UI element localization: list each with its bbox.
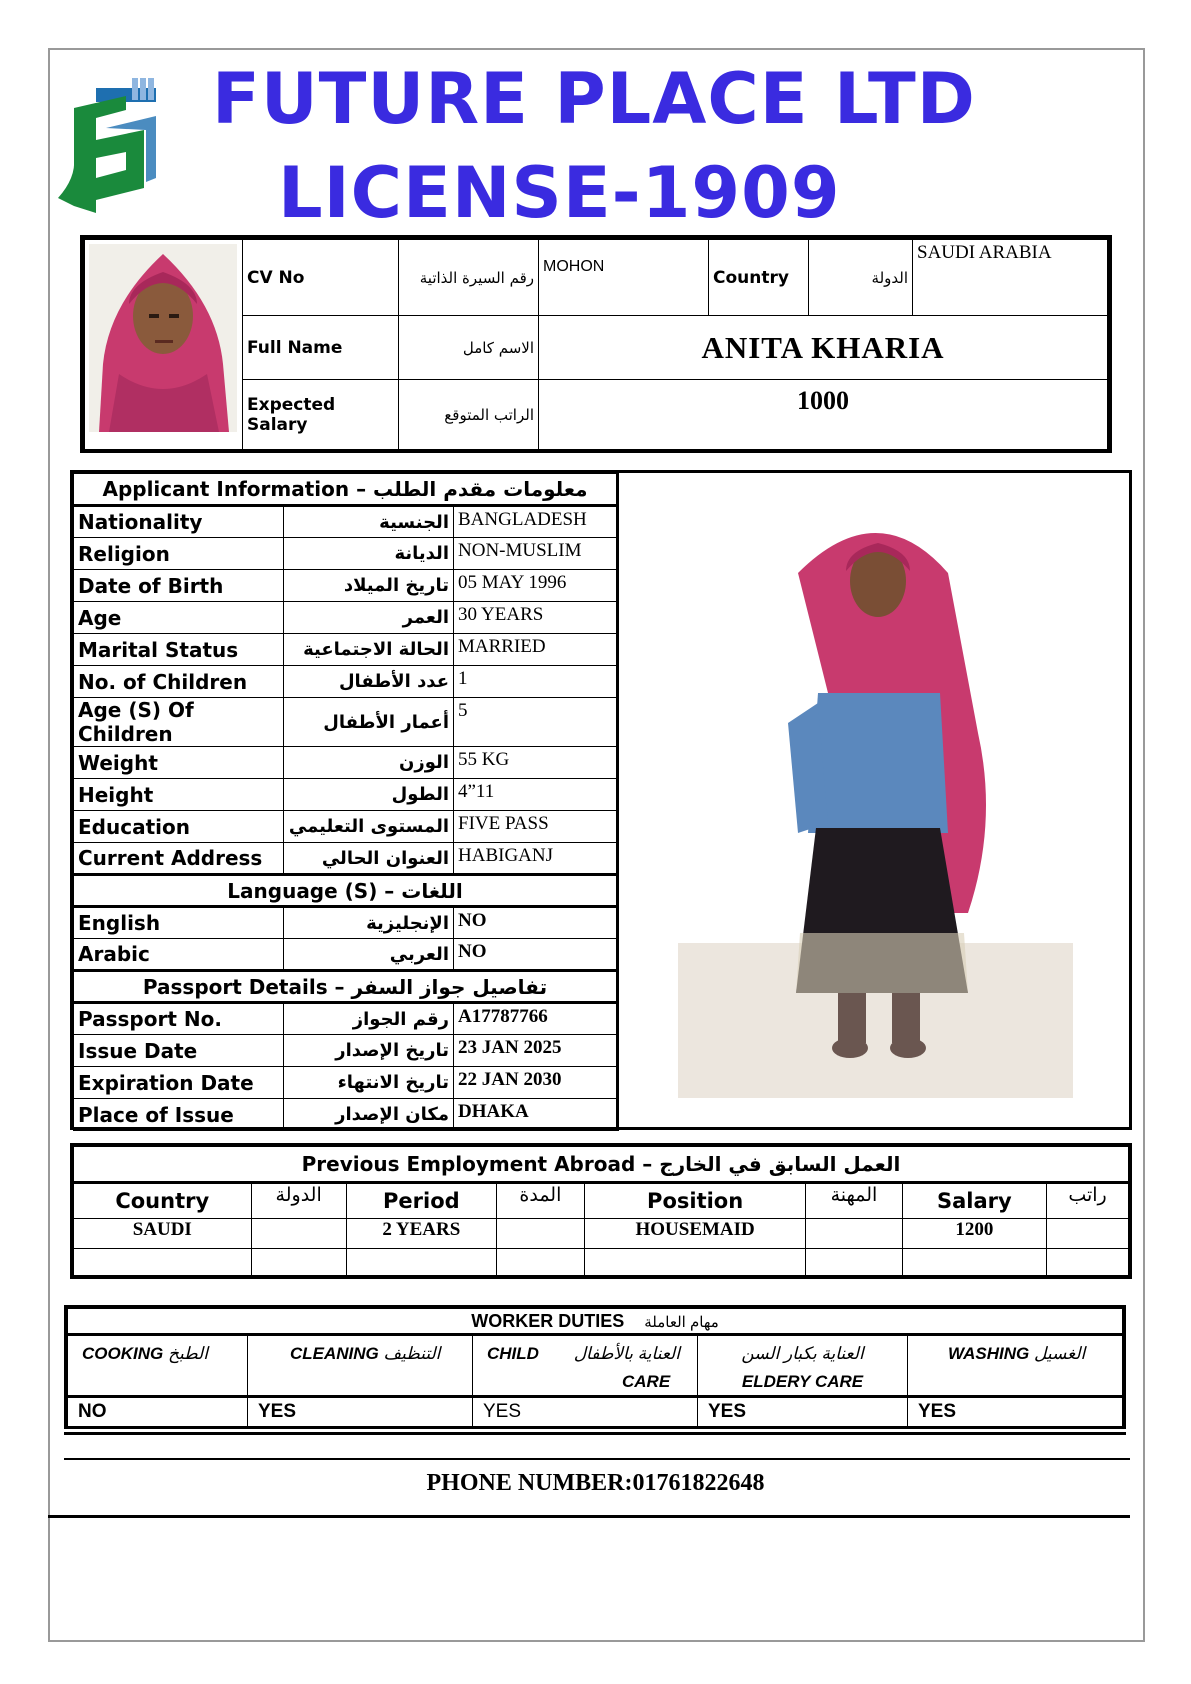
empty-cell xyxy=(806,1219,902,1249)
col-country: Country xyxy=(74,1183,252,1219)
previous-employment-title: Previous Employment Abroad – العمل السابق في الخارج xyxy=(74,1147,1129,1183)
table-row xyxy=(74,907,618,939)
row-label-ar: تاريخ الإصدار xyxy=(284,1035,454,1067)
row-value: NO xyxy=(454,907,618,939)
row-label-ar: العمر xyxy=(284,602,454,634)
duty-label: CHILD xyxy=(487,1344,539,1363)
row-value: BANGLADESH xyxy=(454,506,618,538)
expected-salary-label-ar: الراتب المتوقع xyxy=(399,380,539,450)
languages-title: Language (S) – اللغات xyxy=(74,875,618,907)
divider xyxy=(64,1458,1130,1460)
table-row xyxy=(74,666,618,698)
duty-value: YES xyxy=(908,1397,1123,1427)
table-row xyxy=(74,1219,1129,1249)
duty-label: COOKING xyxy=(82,1344,164,1363)
table-row xyxy=(74,570,618,602)
duty-label-ar: الغسيل xyxy=(1033,1344,1086,1363)
col-salary: Salary xyxy=(902,1183,1047,1219)
applicant-info-title: Applicant Information – معلومات مقدم الطلب xyxy=(74,474,618,506)
country-value: SAUDI ARABIA xyxy=(913,240,1108,316)
duty-child-care xyxy=(473,1335,698,1397)
row-label: Expiration Date xyxy=(74,1067,284,1099)
duty-label-ar: العناية بالأطفال xyxy=(573,1344,680,1363)
expected-salary-value: 1000 xyxy=(539,380,1108,450)
duty-value: YES xyxy=(698,1397,908,1427)
row-label: Date of Birth xyxy=(74,570,284,602)
table-row xyxy=(74,602,618,634)
duties-title-en: WORKER DUTIES xyxy=(471,1310,625,1331)
row-label-ar: العنوان الحالي xyxy=(284,843,454,875)
prev-country-value: SAUDI xyxy=(74,1219,252,1249)
row-label: Current Address xyxy=(74,843,284,875)
col-country-ar: الدولة xyxy=(251,1183,346,1219)
country-label-ar: الدولة xyxy=(809,240,913,316)
duty-label-line2: CARE xyxy=(622,1372,671,1391)
row-value: 1 xyxy=(454,666,618,698)
col-position: Position xyxy=(584,1183,805,1219)
expected-salary-label: Expected Salary xyxy=(243,380,399,450)
row-value: 5 xyxy=(454,698,618,747)
empty-cell xyxy=(496,1219,584,1249)
duty-label: ELDERY CARE xyxy=(741,1372,864,1391)
duty-label: WASHING xyxy=(948,1344,1030,1363)
company-logo xyxy=(56,78,166,213)
row-label-ar: تاريخ الميلاد xyxy=(284,570,454,602)
prev-period-value: 2 YEARS xyxy=(346,1219,496,1249)
passport-title: Passport Details – تفاصيل جواز السفر xyxy=(74,971,618,1003)
col-period: Period xyxy=(346,1183,496,1219)
table-row xyxy=(74,779,618,811)
company-name: FUTURE PLACE LTD xyxy=(212,58,976,140)
applicant-portrait xyxy=(89,244,237,432)
col-period-ar: المدة xyxy=(496,1183,584,1219)
duties-title-ar: مهام العاملة xyxy=(644,1313,719,1331)
row-label: Place of Issue xyxy=(74,1099,284,1131)
table-row xyxy=(74,747,618,779)
row-value: 23 JAN 2025 xyxy=(454,1035,618,1067)
full-name-label: Full Name xyxy=(243,316,399,380)
duty-label-ar: العناية بكبار السن xyxy=(741,1344,864,1363)
col-position-ar: المهنة xyxy=(806,1183,902,1219)
row-value: A17787766 xyxy=(454,1003,618,1035)
duty-label-ar: الطبخ xyxy=(167,1344,208,1363)
row-label-ar: الحالة الاجتماعية xyxy=(284,634,454,666)
cv-no-value: MOHON xyxy=(539,240,709,316)
table-row xyxy=(74,1099,618,1131)
duty-value: YES xyxy=(248,1397,473,1427)
table-row xyxy=(74,1035,618,1067)
duty-cooking xyxy=(68,1335,248,1397)
table-row xyxy=(74,811,618,843)
table-row xyxy=(74,634,618,666)
divider xyxy=(64,1432,1126,1435)
row-label-ar: الوزن xyxy=(284,747,454,779)
row-label-ar: تاريخ الانتهاء xyxy=(284,1067,454,1099)
prev-salary-value: 1200 xyxy=(902,1219,1047,1249)
duty-elderly-care xyxy=(698,1335,908,1397)
duty-label: CLEANING xyxy=(290,1344,379,1363)
worker-duties-title xyxy=(68,1309,1123,1335)
row-label: Passport No. xyxy=(74,1003,284,1035)
divider xyxy=(48,1515,1130,1518)
row-value: FIVE PASS xyxy=(454,811,618,843)
row-value: HABIGANJ xyxy=(454,843,618,875)
country-label: Country xyxy=(709,240,809,316)
row-value: 30 YEARS xyxy=(454,602,618,634)
row-label-ar: الإنجليزية xyxy=(284,907,454,939)
applicant-info-section xyxy=(70,470,1132,1130)
row-label: Weight xyxy=(74,747,284,779)
table-row xyxy=(74,538,618,570)
row-label-ar: عدد الأطفال xyxy=(284,666,454,698)
row-label: Arabic xyxy=(74,939,284,971)
table-row xyxy=(74,1003,618,1035)
table-row xyxy=(74,843,618,875)
row-label: Issue Date xyxy=(74,1035,284,1067)
row-label-ar: الطول xyxy=(284,779,454,811)
phone-number: PHONE NUMBER:01761822648 xyxy=(426,1470,765,1496)
row-label: Religion xyxy=(74,538,284,570)
header-table xyxy=(80,235,1112,453)
applicant-full-photo xyxy=(678,493,1073,1098)
duty-value: YES xyxy=(473,1397,698,1427)
duty-value: NO xyxy=(68,1397,248,1427)
applicant-info-table xyxy=(73,473,619,1131)
row-value: NON-MUSLIM xyxy=(454,538,618,570)
cv-no-label-ar: رقم السيرة الذاتية xyxy=(399,240,539,316)
row-value: 4”11 xyxy=(454,779,618,811)
row-value: 22 JAN 2030 xyxy=(454,1067,618,1099)
row-value: 55 KG xyxy=(454,747,618,779)
table-row xyxy=(74,1249,1129,1276)
row-label: No. of Children xyxy=(74,666,284,698)
row-label-ar: مكان الإصدار xyxy=(284,1099,454,1131)
row-label-ar: الجنسية xyxy=(284,506,454,538)
row-label: Nationality xyxy=(74,506,284,538)
table-row xyxy=(74,506,618,538)
empty-cell xyxy=(1047,1219,1129,1249)
full-name-label-ar: الاسم كامل xyxy=(399,316,539,380)
row-value: DHAKA xyxy=(454,1099,618,1131)
duty-cleaning xyxy=(248,1335,473,1397)
table-row xyxy=(74,1067,618,1099)
full-name-value: ANITA KHARIA xyxy=(539,316,1108,380)
cv-no-label: CV No xyxy=(243,240,399,316)
duty-washing xyxy=(908,1335,1123,1397)
row-label-ar: الديانة xyxy=(284,538,454,570)
row-label: Age (S) Of Children xyxy=(74,698,284,747)
worker-duties-section xyxy=(64,1305,1126,1429)
row-label-ar: المستوى التعليمي xyxy=(284,811,454,843)
row-label-ar: العربي xyxy=(284,939,454,971)
license-number: LICENSE-1909 xyxy=(278,152,841,234)
row-label-ar: أعمار الأطفال xyxy=(284,698,454,747)
table-row xyxy=(74,939,618,971)
previous-employment-section xyxy=(70,1143,1132,1279)
prev-position-value: HOUSEMAID xyxy=(584,1219,805,1249)
col-salary-ar: راتب xyxy=(1047,1183,1129,1219)
row-value: 05 MAY 1996 xyxy=(454,570,618,602)
row-label: Height xyxy=(74,779,284,811)
row-label: Marital Status xyxy=(74,634,284,666)
row-value: MARRIED xyxy=(454,634,618,666)
table-row xyxy=(74,698,618,747)
row-label: Age xyxy=(74,602,284,634)
row-label: English xyxy=(74,907,284,939)
row-label: Education xyxy=(74,811,284,843)
empty-cell xyxy=(251,1219,346,1249)
duty-label-ar: التنظيف xyxy=(383,1344,441,1363)
row-label-ar: رقم الجواز xyxy=(284,1003,454,1035)
row-value: NO xyxy=(454,939,618,971)
